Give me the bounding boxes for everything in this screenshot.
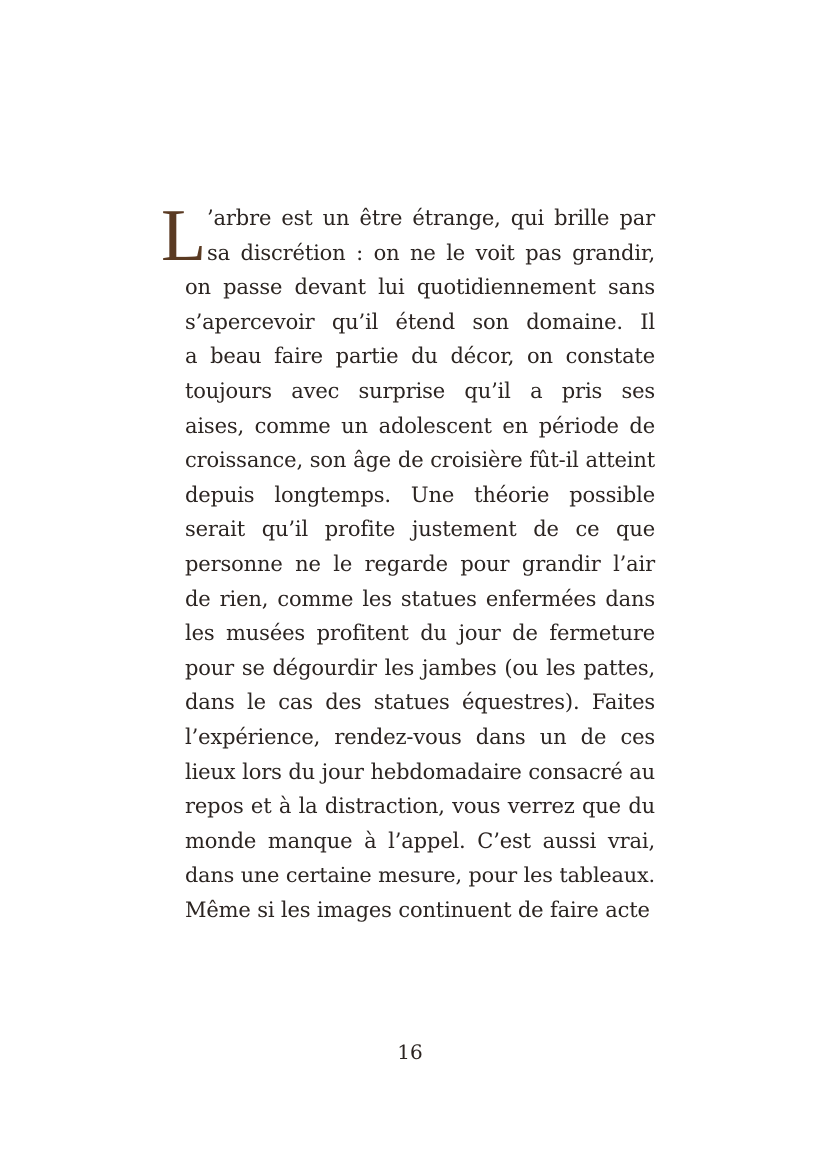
text-line: personne ne le regarde pour grandir l’air xyxy=(185,551,655,576)
text-line: dans une certaine mesure, pour les tableaux. xyxy=(185,863,655,888)
text-line: Même si les images continuent de faire acte xyxy=(185,897,650,922)
text-line: lieux lors du jour hebdomadaire consacré au xyxy=(185,759,655,784)
text-line: croissance, son âge de croisière fût-il atteint xyxy=(185,448,655,473)
text-line: depuis longtemps. Une théorie possible xyxy=(185,482,655,507)
text-line: s’apercevoir qu’il étend son domaine. Il xyxy=(185,309,655,334)
text-line: les musées profitent du jour de fermeture xyxy=(185,621,655,646)
text-line: pour se dégourdir les jambes (ou les pattes, xyxy=(185,655,655,680)
text-line: dans le cas des statues équestres). Faites xyxy=(185,690,655,715)
text-line: aises, comme un adolescent en période de xyxy=(185,413,655,438)
text-line: de rien, comme les statues enfermées dans xyxy=(185,586,655,611)
page-number: 16 xyxy=(397,1040,423,1064)
text-line: repos et à la distraction, vous verrez que du xyxy=(185,794,655,819)
text-line: monde manque à l’appel. C’est aussi vrai, xyxy=(185,828,655,853)
drop-cap: L xyxy=(161,195,207,277)
text-line xyxy=(185,236,655,271)
text-line: a beau faire partie du décor, on constate xyxy=(185,344,655,369)
text-line: serait qu’il profite justement de ce que xyxy=(185,517,655,542)
text-line: toujours avec surprise qu’il a pris ses xyxy=(185,378,655,403)
text-line-content: sa discrétion : on ne le voit pas grandir, xyxy=(207,240,655,265)
text-line-content: ’arbre est un être étrange, qui brille par xyxy=(207,206,655,230)
text-line: l’expérience, rendez-vous dans un de ces xyxy=(185,724,655,749)
body-text xyxy=(161,195,655,927)
text-line: on passe devant lui quotidiennement sans xyxy=(185,275,655,300)
